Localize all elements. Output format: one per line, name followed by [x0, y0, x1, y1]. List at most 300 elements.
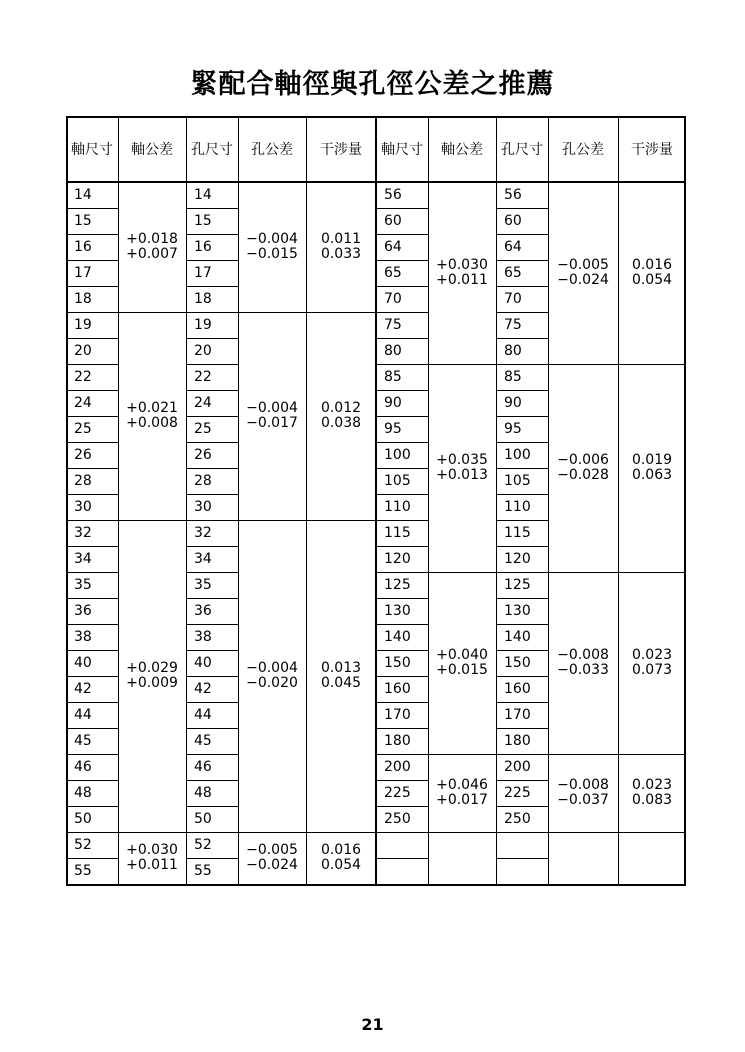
hole-size-cell: 55	[194, 863, 212, 879]
shaft-size-cell: 26	[74, 447, 92, 463]
shaft-size-cell: 85	[384, 369, 402, 385]
row-divider	[376, 728, 428, 729]
column-header: 軸公差	[441, 142, 483, 158]
row-divider	[238, 520, 376, 521]
column-header: 孔公差	[562, 142, 604, 158]
hole-size-cell: 30	[194, 499, 212, 515]
hole-size-cell: 45	[194, 733, 212, 749]
hole-size-cell: 90	[504, 395, 522, 411]
row-divider	[186, 338, 238, 339]
shaft-tolerance-cell-line: +0.009	[126, 675, 178, 691]
shaft-size-cell: 15	[74, 213, 92, 229]
shaft-size-cell: 95	[384, 421, 402, 437]
shaft-size-cell: 140	[384, 629, 411, 645]
shaft-size-cell: 180	[384, 733, 411, 749]
shaft-size-cell: 70	[384, 291, 402, 307]
shaft-tolerance-cell-line: +0.029	[126, 660, 178, 676]
column-divider	[375, 116, 377, 886]
shaft-size-cell: 110	[384, 499, 411, 515]
row-divider	[66, 676, 118, 677]
hole-size-cell: 20	[194, 343, 212, 359]
shaft-size-cell: 45	[74, 733, 92, 749]
row-divider	[548, 572, 686, 573]
shaft-size-cell: 75	[384, 317, 402, 333]
shaft-size-cell: 28	[74, 473, 92, 489]
shaft-tolerance-cell-line: +0.015	[436, 662, 488, 678]
shaft-tolerance-cell-line: +0.013	[436, 467, 488, 483]
row-divider	[496, 624, 548, 625]
row-divider	[186, 494, 238, 495]
hole-size-cell: 46	[194, 759, 212, 775]
shaft-tolerance-cell	[118, 182, 186, 312]
hole-tolerance-cell	[238, 520, 306, 832]
column-header: 軸公差	[131, 142, 173, 158]
row-divider	[186, 286, 238, 287]
row-divider	[186, 650, 238, 651]
hole-size-cell: 48	[194, 785, 212, 801]
row-divider	[186, 468, 238, 469]
hole-size-cell	[496, 832, 548, 858]
row-divider	[548, 832, 686, 833]
hole-size-cell: 44	[194, 707, 212, 723]
shaft-size-cell: 56	[384, 187, 402, 203]
hole-tolerance-cell-line: −0.004	[246, 231, 298, 247]
shaft-tolerance-cell	[428, 364, 496, 572]
hole-size-cell: 100	[504, 447, 531, 463]
row-divider	[496, 520, 548, 521]
interference-cell	[618, 572, 686, 754]
row-divider	[186, 390, 238, 391]
interference-cell	[306, 182, 376, 312]
hole-tolerance-cell	[238, 832, 306, 884]
column-header: 干涉量	[320, 142, 362, 158]
shaft-tolerance-cell-line: +0.011	[436, 272, 488, 288]
interference-cell-line: 0.038	[320, 415, 362, 431]
hole-tolerance-cell	[548, 182, 618, 364]
column-header: 孔公差	[251, 142, 293, 158]
row-divider	[496, 780, 548, 781]
shaft-size-cell: 120	[384, 551, 411, 567]
hole-size-cell: 180	[504, 733, 531, 749]
row-divider	[66, 520, 118, 521]
shaft-size-cell: 60	[384, 213, 402, 229]
row-divider	[376, 260, 428, 261]
hole-tolerance-cell	[548, 832, 618, 884]
hole-tolerance-cell	[548, 754, 618, 832]
hole-size-cell: 225	[504, 785, 531, 801]
row-divider	[376, 312, 428, 313]
shaft-size-cell: 22	[74, 369, 92, 385]
row-divider	[496, 208, 548, 209]
column-header: 軸尺寸	[381, 142, 423, 158]
hole-size-cell: 28	[194, 473, 212, 489]
interference-cell	[618, 832, 686, 884]
shaft-size-cell: 52	[74, 837, 92, 853]
interference-cell	[618, 364, 686, 572]
interference-cell-line: 0.016	[631, 257, 673, 273]
shaft-size-cell: 64	[384, 239, 402, 255]
shaft-size-cell: 46	[74, 759, 92, 775]
row-divider	[376, 546, 428, 547]
hole-tolerance-cell-line: −0.024	[246, 857, 298, 873]
hole-size-cell: 24	[194, 395, 212, 411]
hole-size-cell: 40	[194, 655, 212, 671]
hole-tolerance-cell-line: −0.017	[246, 415, 298, 431]
row-divider	[66, 286, 118, 287]
hole-size-cell: 130	[504, 603, 531, 619]
hole-size-cell: 105	[504, 473, 531, 489]
row-divider	[238, 832, 376, 833]
row-divider	[66, 234, 118, 235]
row-divider	[376, 286, 428, 287]
row-divider	[66, 832, 118, 833]
row-divider	[376, 624, 428, 625]
hole-size-cell: 52	[194, 837, 212, 853]
row-divider	[66, 468, 118, 469]
row-divider	[186, 364, 238, 365]
shaft-size-cell: 32	[74, 525, 92, 541]
column-divider	[428, 116, 429, 886]
row-divider	[496, 546, 548, 547]
shaft-size-cell: 44	[74, 707, 92, 723]
column-divider	[186, 116, 187, 886]
row-divider	[66, 364, 118, 365]
shaft-size-cell: 14	[74, 187, 92, 203]
row-divider	[186, 754, 238, 755]
row-divider	[376, 338, 428, 339]
hole-size-cell: 115	[504, 525, 531, 541]
row-divider	[186, 416, 238, 417]
row-divider	[376, 234, 428, 235]
row-divider	[66, 702, 118, 703]
interference-cell-line: 0.023	[631, 777, 673, 793]
hole-size-cell: 16	[194, 239, 212, 255]
row-divider	[186, 676, 238, 677]
shaft-size-cell: 225	[384, 785, 411, 801]
row-divider	[376, 442, 428, 443]
shaft-tolerance-cell-line: +0.008	[126, 415, 178, 431]
row-divider	[186, 598, 238, 599]
row-divider	[496, 494, 548, 495]
hole-size-cell: 19	[194, 317, 212, 333]
hole-size-cell: 65	[504, 265, 522, 281]
hole-size-cell: 18	[194, 291, 212, 307]
hole-size-cell: 32	[194, 525, 212, 541]
hole-size-cell: 56	[504, 187, 522, 203]
row-divider	[66, 572, 118, 573]
interference-cell	[618, 182, 686, 364]
row-divider	[66, 312, 118, 313]
row-divider	[548, 364, 686, 365]
hole-size-cell: 75	[504, 317, 522, 333]
interference-cell-line: 0.023	[631, 647, 673, 663]
row-divider	[66, 780, 118, 781]
shaft-size-cell: 150	[384, 655, 411, 671]
interference-cell-line: 0.083	[631, 792, 673, 808]
row-divider	[376, 650, 428, 651]
row-divider	[496, 234, 548, 235]
page-title: 緊配合軸徑與孔徑公差之推薦	[190, 69, 555, 100]
hole-size-cell: 120	[504, 551, 531, 567]
hole-size-cell: 64	[504, 239, 522, 255]
row-divider	[186, 832, 238, 833]
shaft-tolerance-cell-line: +0.021	[126, 400, 178, 416]
column-divider	[238, 116, 239, 886]
shaft-size-cell: 250	[384, 811, 411, 827]
shaft-tolerance-cell-line: +0.030	[126, 842, 178, 858]
hole-tolerance-cell-line: −0.004	[246, 660, 298, 676]
hole-size-cell: 150	[504, 655, 531, 671]
shaft-size-cell: 48	[74, 785, 92, 801]
row-divider	[118, 832, 186, 833]
column-divider	[684, 116, 686, 886]
row-divider	[376, 858, 428, 859]
interference-cell	[306, 312, 376, 520]
row-divider	[496, 598, 548, 599]
tolerance-table	[66, 116, 686, 886]
hole-size-cell: 34	[194, 551, 212, 567]
row-divider	[66, 494, 118, 495]
shaft-size-cell: 36	[74, 603, 92, 619]
row-divider	[376, 572, 428, 573]
row-divider	[376, 390, 428, 391]
row-divider	[66, 546, 118, 547]
interference-cell-line: 0.013	[320, 660, 362, 676]
row-divider	[186, 728, 238, 729]
hole-size-cell: 60	[504, 213, 522, 229]
shaft-size-cell: 65	[384, 265, 402, 281]
shaft-size-cell: 30	[74, 499, 92, 515]
shaft-size-cell: 20	[74, 343, 92, 359]
hole-tolerance-cell-line: −0.024	[557, 272, 609, 288]
shaft-tolerance-cell-line: +0.017	[436, 792, 488, 808]
shaft-size-cell: 115	[384, 525, 411, 541]
page-number: 21	[361, 1015, 384, 1034]
column-divider	[66, 116, 68, 886]
interference-cell-line: 0.012	[320, 400, 362, 416]
hole-size-cell: 140	[504, 629, 531, 645]
row-divider	[428, 364, 496, 365]
row-divider	[376, 676, 428, 677]
hole-size-cell: 200	[504, 759, 531, 775]
row-divider	[66, 260, 118, 261]
hole-tolerance-cell-line: −0.020	[246, 675, 298, 691]
hole-size-cell: 22	[194, 369, 212, 385]
row-divider	[376, 364, 428, 365]
shaft-size-cell: 40	[74, 655, 92, 671]
row-divider	[496, 728, 548, 729]
hole-tolerance-cell-line: −0.005	[246, 842, 298, 858]
row-divider	[496, 832, 548, 833]
shaft-tolerance-cell-line: +0.018	[126, 231, 178, 247]
row-divider	[496, 858, 548, 859]
hole-size-cell: 80	[504, 343, 522, 359]
column-header: 孔尺寸	[501, 142, 543, 158]
column-divider	[496, 116, 497, 886]
hole-size-cell: 26	[194, 447, 212, 463]
shaft-size-cell: 25	[74, 421, 92, 437]
row-divider	[66, 598, 118, 599]
hole-size-cell: 36	[194, 603, 212, 619]
row-divider	[186, 572, 238, 573]
hole-size-cell: 50	[194, 811, 212, 827]
hole-tolerance-cell-line: −0.006	[557, 452, 609, 468]
shaft-size-cell: 34	[74, 551, 92, 567]
row-divider	[186, 858, 238, 859]
hole-size-cell: 125	[504, 577, 531, 593]
row-divider	[496, 442, 548, 443]
column-divider	[306, 116, 307, 886]
row-divider	[66, 728, 118, 729]
row-divider	[496, 286, 548, 287]
hole-size-cell: 70	[504, 291, 522, 307]
shaft-size-cell: 16	[74, 239, 92, 255]
hole-tolerance-cell	[548, 364, 618, 572]
shaft-size-cell: 105	[384, 473, 411, 489]
hole-size-cell: 170	[504, 707, 531, 723]
row-divider	[376, 494, 428, 495]
hole-size-cell: 38	[194, 629, 212, 645]
column-header: 孔尺寸	[191, 142, 233, 158]
shaft-tolerance-cell-line: +0.011	[126, 857, 178, 873]
column-header: 干涉量	[631, 142, 673, 158]
interference-cell-line: 0.045	[320, 675, 362, 691]
row-divider	[186, 312, 238, 313]
row-divider	[496, 312, 548, 313]
row-divider	[496, 390, 548, 391]
row-divider	[66, 858, 118, 859]
hole-size-cell: 17	[194, 265, 212, 281]
row-divider	[496, 468, 548, 469]
row-divider	[496, 806, 548, 807]
hole-tolerance-cell-line: −0.004	[246, 400, 298, 416]
column-divider	[618, 116, 619, 886]
shaft-size-cell	[376, 832, 428, 858]
row-divider	[428, 832, 496, 833]
shaft-size-cell: 200	[384, 759, 411, 775]
hole-tolerance-cell-line: −0.028	[557, 467, 609, 483]
row-divider	[186, 624, 238, 625]
shaft-size-cell: 50	[74, 811, 92, 827]
interference-cell-line: 0.054	[631, 272, 673, 288]
shaft-size-cell: 38	[74, 629, 92, 645]
row-divider	[376, 416, 428, 417]
shaft-size-cell: 17	[74, 265, 92, 281]
shaft-size-cell: 170	[384, 707, 411, 723]
interference-cell-line: 0.054	[320, 857, 362, 873]
shaft-tolerance-cell	[118, 832, 186, 884]
hole-tolerance-cell	[548, 572, 618, 754]
hole-tolerance-cell-line: −0.005	[557, 257, 609, 273]
hole-size-cell: 14	[194, 187, 212, 203]
hole-tolerance-cell-line: −0.008	[557, 777, 609, 793]
interference-cell-line: 0.011	[320, 231, 362, 247]
shaft-size-cell: 100	[384, 447, 411, 463]
shaft-size-cell: 80	[384, 343, 402, 359]
row-divider	[496, 364, 548, 365]
row-divider	[376, 598, 428, 599]
hole-size-cell: 35	[194, 577, 212, 593]
row-divider	[66, 624, 118, 625]
row-divider	[186, 208, 238, 209]
shaft-tolerance-cell	[428, 182, 496, 364]
column-divider	[118, 116, 119, 886]
shaft-size-cell: 130	[384, 603, 411, 619]
row-divider	[238, 312, 376, 313]
row-divider	[186, 442, 238, 443]
interference-cell	[306, 520, 376, 832]
shaft-size-cell: 90	[384, 395, 402, 411]
row-divider	[376, 832, 428, 833]
hole-size-cell: 42	[194, 681, 212, 697]
shaft-tolerance-cell-line: +0.030	[436, 257, 488, 273]
shaft-size-cell	[376, 858, 428, 884]
shaft-size-cell: 125	[384, 577, 411, 593]
shaft-size-cell: 160	[384, 681, 411, 697]
row-divider	[496, 572, 548, 573]
row-divider	[496, 416, 548, 417]
interference-cell-line: 0.073	[631, 662, 673, 678]
row-divider	[376, 468, 428, 469]
row-divider	[428, 754, 496, 755]
shaft-tolerance-cell-line: +0.046	[436, 777, 488, 793]
hole-tolerance-cell-line: −0.033	[557, 662, 609, 678]
hole-tolerance-cell	[238, 312, 306, 520]
row-divider	[186, 806, 238, 807]
shaft-tolerance-cell-line: +0.040	[436, 647, 488, 663]
row-divider	[376, 780, 428, 781]
row-divider	[496, 676, 548, 677]
row-divider	[186, 234, 238, 235]
shaft-size-cell: 55	[74, 863, 92, 879]
row-divider	[66, 442, 118, 443]
row-divider	[186, 520, 238, 521]
interference-cell-line: 0.019	[631, 452, 673, 468]
hole-size-cell: 15	[194, 213, 212, 229]
row-divider	[376, 208, 428, 209]
shaft-tolerance-cell	[118, 312, 186, 520]
hole-size-cell: 25	[194, 421, 212, 437]
shaft-size-cell: 19	[74, 317, 92, 333]
row-divider	[428, 572, 496, 573]
column-header: 軸尺寸	[71, 142, 113, 158]
interference-cell-line: 0.063	[631, 467, 673, 483]
hole-tolerance-cell-line: −0.015	[246, 246, 298, 262]
shaft-tolerance-cell	[428, 572, 496, 754]
row-divider	[376, 520, 428, 521]
hole-tolerance-cell-line: −0.008	[557, 647, 609, 663]
row-divider	[118, 520, 186, 521]
row-divider	[376, 806, 428, 807]
shaft-tolerance-cell	[428, 832, 496, 884]
row-divider	[118, 312, 186, 313]
row-divider	[186, 260, 238, 261]
hole-tolerance-cell-line: −0.037	[557, 792, 609, 808]
row-divider	[376, 754, 428, 755]
hole-size-cell: 110	[504, 499, 531, 515]
row-divider	[66, 806, 118, 807]
shaft-size-cell: 24	[74, 395, 92, 411]
row-divider	[66, 650, 118, 651]
shaft-tolerance-cell	[428, 754, 496, 832]
shaft-size-cell: 42	[74, 681, 92, 697]
interference-cell-line: 0.033	[320, 246, 362, 262]
hole-size-cell: 95	[504, 421, 522, 437]
row-divider	[376, 702, 428, 703]
hole-tolerance-cell	[238, 182, 306, 312]
row-divider	[186, 702, 238, 703]
row-divider	[496, 702, 548, 703]
